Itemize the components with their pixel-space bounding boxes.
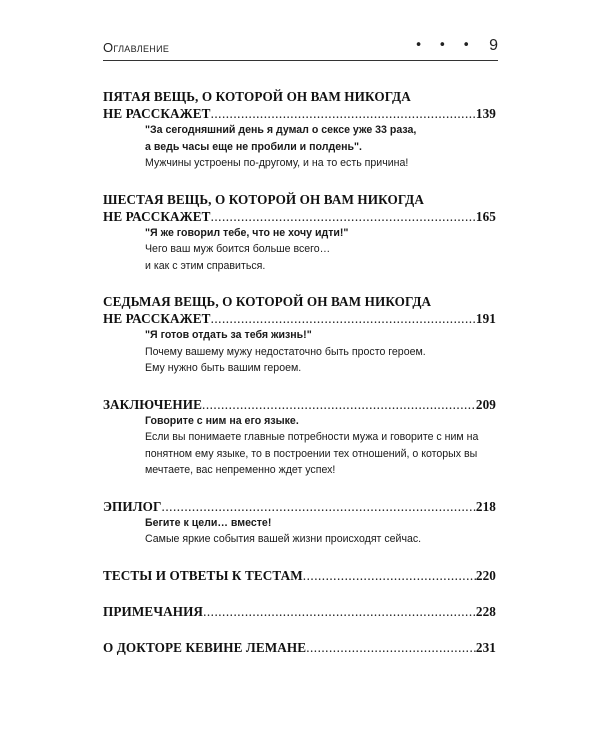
running-header-title: Оглавление <box>103 40 170 55</box>
summary-text: Мужчины устроены по-другому, и на то есть причина! <box>145 157 409 169</box>
toc-page-number: 231 <box>475 639 496 655</box>
toc-page-number: 191 <box>475 311 496 326</box>
toc-entry-title: О ДОКТОРЕ КЕВИНЕ ЛЕМАНЕ <box>103 639 307 655</box>
page-number: 9 <box>489 37 498 54</box>
toc-entry-sixth-thing <box>103 191 496 275</box>
toc-entry-title: ПРИМЕЧАНИЯ <box>103 603 204 619</box>
toc-entry-title: ПЯТАЯ ВЕЩЬ, О КОТОРОЙ ОН ВАМ НИКОГДА <box>103 89 411 104</box>
toc-entry-summary <box>103 515 496 548</box>
summary-quote: "За сегодняшний день я думал о сексе уже 33 раза, <box>145 124 417 136</box>
toc-entry-summary <box>103 413 496 479</box>
toc-page-number: 209 <box>475 396 496 412</box>
summary-quote: а ведь часы еще не пробили и полдень". <box>145 140 362 153</box>
toc-entry-title: ЭПИЛОГ <box>103 498 162 514</box>
summary-text: Чего ваш муж боится больше всего… <box>145 243 331 255</box>
toc-entry-leader[interactable] <box>103 567 496 584</box>
dot-leader <box>211 310 476 327</box>
summary-text: понятном ему языке, то в построении тех отношений, о которых вы <box>145 447 478 460</box>
summary-text: Если вы понимаете главные потребности мужа и говорите с ним на <box>145 431 479 443</box>
toc-entry-title-cont: НЕ РАССКАЖЕТ <box>103 311 211 326</box>
toc-page-number: 218 <box>475 498 496 514</box>
toc-entry-summary <box>103 122 496 172</box>
toc-entry-title: СЕДЬМАЯ ВЕЩЬ, О КОТОРОЙ ОН ВАМ НИКОГДА <box>103 294 432 309</box>
summary-quote: "Я же говорил тебе, что не хочу идти!" <box>145 226 349 239</box>
toc-page-number: 139 <box>475 106 496 121</box>
toc-entry-leader[interactable] <box>103 639 496 656</box>
toc-entry-leader[interactable] <box>103 310 496 327</box>
toc-page-number: 165 <box>475 208 496 224</box>
table-of-contents <box>103 88 496 675</box>
toc-entry-leader[interactable] <box>103 603 496 620</box>
summary-quote: "Я готов отдать за тебя жизнь!" <box>145 329 312 341</box>
summary-text: мечтаете, вас непременно ждет успех! <box>145 464 336 476</box>
dot-leader <box>202 396 476 413</box>
toc-entry-summary <box>103 225 496 275</box>
toc-entry-about-author <box>103 639 496 656</box>
toc-entry-conclusion <box>103 396 496 479</box>
summary-text: и как с этим справиться. <box>145 259 266 272</box>
header-bullet-dots: • • • <box>414 38 476 53</box>
dot-leader <box>306 639 476 656</box>
toc-entry-title: ТЕСТЫ И ОТВЕТЫ К ТЕСТАМ <box>103 567 303 583</box>
header-rule <box>103 60 498 61</box>
toc-entry-notes <box>103 603 496 620</box>
toc-entry-epilogue <box>103 498 496 548</box>
summary-quote: Бегите к цели… вместе! <box>145 516 272 529</box>
toc-entry-summary <box>103 327 496 377</box>
toc-entry-seventh-thing <box>103 293 496 377</box>
toc-entry-title-cont: НЕ РАССКАЖЕТ <box>103 106 211 121</box>
summary-quote: Говорите с ним на его языке. <box>145 414 299 427</box>
summary-text: Почему вашему мужу недостаточно быть просто героем. <box>145 345 426 358</box>
dot-leader <box>211 105 476 122</box>
toc-entry-fifth-thing <box>103 88 496 172</box>
dot-leader <box>162 498 476 515</box>
summary-text: Ему нужно быть вашим героем. <box>145 362 302 374</box>
toc-entry-leader[interactable] <box>103 498 496 515</box>
dot-leader <box>303 567 476 584</box>
dot-leader <box>203 603 476 620</box>
summary-text: Самые яркие события вашей жизни происходят сейчас. <box>145 533 422 545</box>
toc-entry-title-cont: НЕ РАССКАЖЕТ <box>103 208 211 224</box>
running-header <box>103 38 498 62</box>
toc-entry-tests <box>103 567 496 584</box>
dot-leader <box>211 208 476 225</box>
toc-entry-leader[interactable] <box>103 105 496 122</box>
toc-entry-leader[interactable] <box>103 396 496 413</box>
toc-page-number: 228 <box>475 603 496 619</box>
toc-entry-leader[interactable] <box>103 208 496 225</box>
toc-page-number: 220 <box>475 567 496 583</box>
toc-entry-title: ШЕСТАЯ ВЕЩЬ, О КОТОРОЙ ОН ВАМ НИКОГДА <box>103 191 424 207</box>
toc-entry-title: ЗАКЛЮЧЕНИЕ <box>103 396 203 412</box>
